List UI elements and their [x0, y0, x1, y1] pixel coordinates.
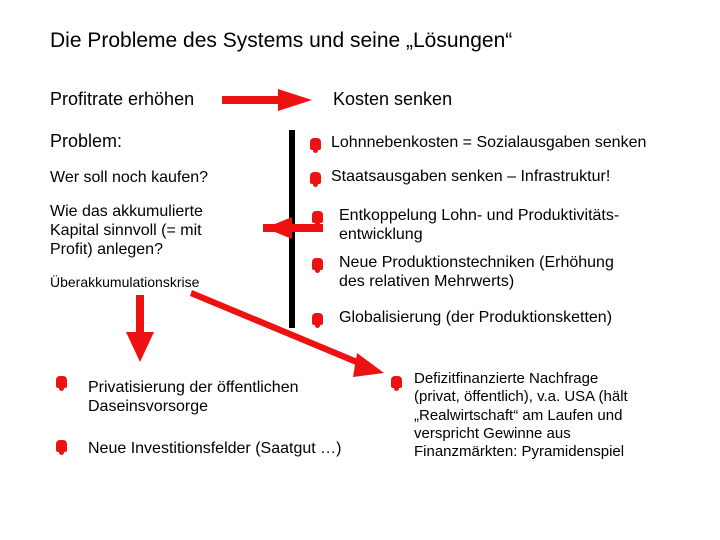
crisis-label: Überakkumulationskrise [50, 274, 200, 290]
solution-item: Neue Investitionsfelder (Saatgut …) [88, 440, 342, 457]
measure-item: Lohnnebenkosten = Sozialausgaben senken [331, 134, 647, 151]
page-title: Die Probleme des Systems und seine „Lösungen“ [50, 29, 513, 52]
capital-question: Wie das akkumulierte Kapital sinnvoll (= mit Profit) anlegen? [50, 203, 203, 259]
arrow-left-icon [263, 217, 323, 239]
question-label: Wer soll noch kaufen? [50, 169, 209, 186]
measure-item: Neue Produktionstechniken (Erhöhung des relativen Mehrwerts) [339, 254, 614, 291]
measure-item: Globalisierung (der Produktionsketten) [339, 309, 613, 326]
arrow-right-icon [222, 89, 312, 111]
problem-label: Problem: [50, 131, 123, 151]
costs-label: Kosten senken [333, 89, 453, 109]
measure-item: Staatsausgaben senken – Infrastruktur! [331, 168, 611, 185]
measure-item: Entkoppelung Lohn- und Produktivitäts- entwicklung [339, 207, 620, 244]
arrow-diagonal-icon [190, 290, 384, 377]
profitrate-label: Profitrate erhöhen [50, 89, 195, 109]
deficit-demand-text: Defizitfinanzierte Nachfrage (privat, öffentlich), v.a. USA (hält „Realwirtschaft“ am Laufen und verspricht Gewinne aus Finanzmärkten: Pyramidenspiel [414, 370, 628, 461]
arrow-down-icon [126, 295, 154, 362]
solution-item: Privatisierung der öffentlichen Daseinsvorsorge [88, 379, 299, 416]
